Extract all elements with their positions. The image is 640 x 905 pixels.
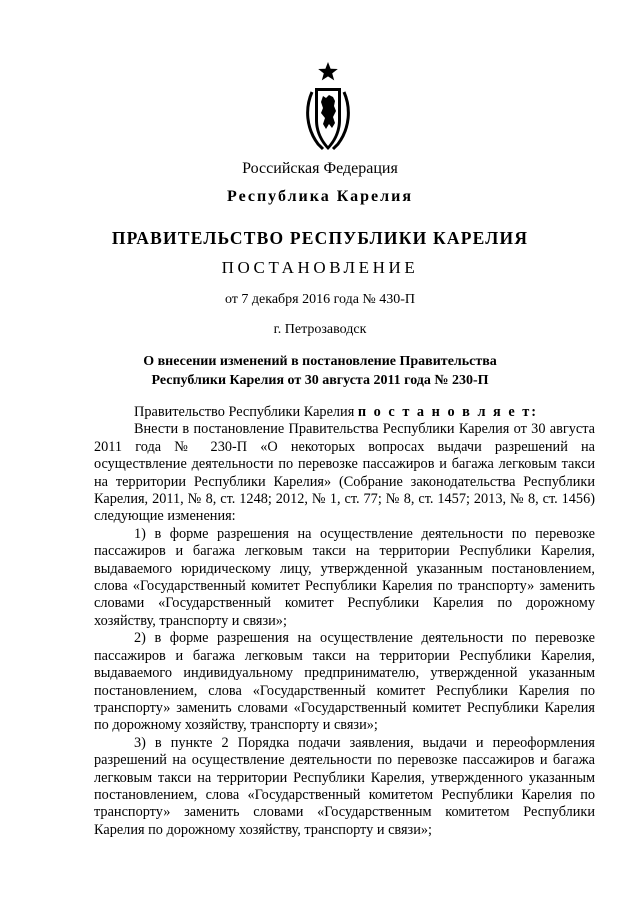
item-1-paragraph: 1) в форме разрешения на осуществление деятельности по перевозке пассажиров и багажа легковым такси на территории Республики Карелия, выдаваемого юридическому лицу, утвержденной указанным постановлением, слова «Государственный комитет Республики Карелия по транспорту» заменить словами «Государственный комитет Республики Карелия по дорожному хозяйству, транспорту и связи»; (94, 525, 595, 629)
opening-verb: п о с т а н о в л я е т: (357, 404, 539, 420)
document-city: г. Петрозаводск (273, 322, 367, 337)
document-type: ПОСТАНОВЛЕНИЕ (221, 258, 419, 277)
opening-text: Правительство Республики Карелия (134, 404, 358, 420)
document-date: от 7 декабря 2016 года № 430-П (224, 292, 416, 307)
intro-paragraph: Внести в постановление Правительства Республики Карелия от 30 августа 2011 года № 230-П «О некоторых вопросах выдачи разрешений на осуществление деятельности по перевозке пассажиров и багажа легковым такси на территории Республики Карелия» (Собрание законодательства Республики Карелия, 2011, № 8, ст. 1248; 2012, № 1, ст. 77; № 8, ст. 1457; 2013, № 8, ст. 1456) следующие изменения: (94, 421, 595, 525)
item-3-paragraph: 3) в пункте 2 Порядка подачи заявления, выдачи и переоформления разрешений на осуществление деятельности по перевозке пассажиров и багажа легковым такси на территории Республики Карелия, утвержденного указанным постановлением, слова «Государственный комитетом Республики Карелия по транспорту» заменить словами «Государственным комитетом Республики Карелия по дорожному хозяйству, транспорту и связи»; (94, 734, 595, 838)
federation-title: Российская Федерация (242, 160, 398, 177)
item-2-paragraph: 2) в форме разрешения на осуществление деятельности по перевозке пассажиров и багажа легковым такси на территории Республики Карелия, выдаваемого индивидуальному предпринимателю, утвержденной указанным постановлением, слова «Государственный комитет Республики Карелия по транспорту» заменить словами «Государственный комитет Республики Карелия по дорожному хозяйству, транспорту и связи»; (94, 630, 595, 734)
subject-line-2: Республики Карелия от 30 августа 2011 года № 230-П (151, 373, 489, 388)
karelia-coat-of-arms-icon (302, 62, 354, 158)
document-subject (0, 352, 640, 390)
republic-title: Республика Карелия (227, 188, 413, 205)
opening-paragraph (94, 404, 595, 421)
subject-line-1: О внесении изменений в постановление Правительства (143, 354, 497, 369)
government-title: ПРАВИТЕЛЬСТВО РЕСПУБЛИКИ КАРЕЛИЯ (111, 228, 529, 248)
document-body (94, 404, 595, 839)
